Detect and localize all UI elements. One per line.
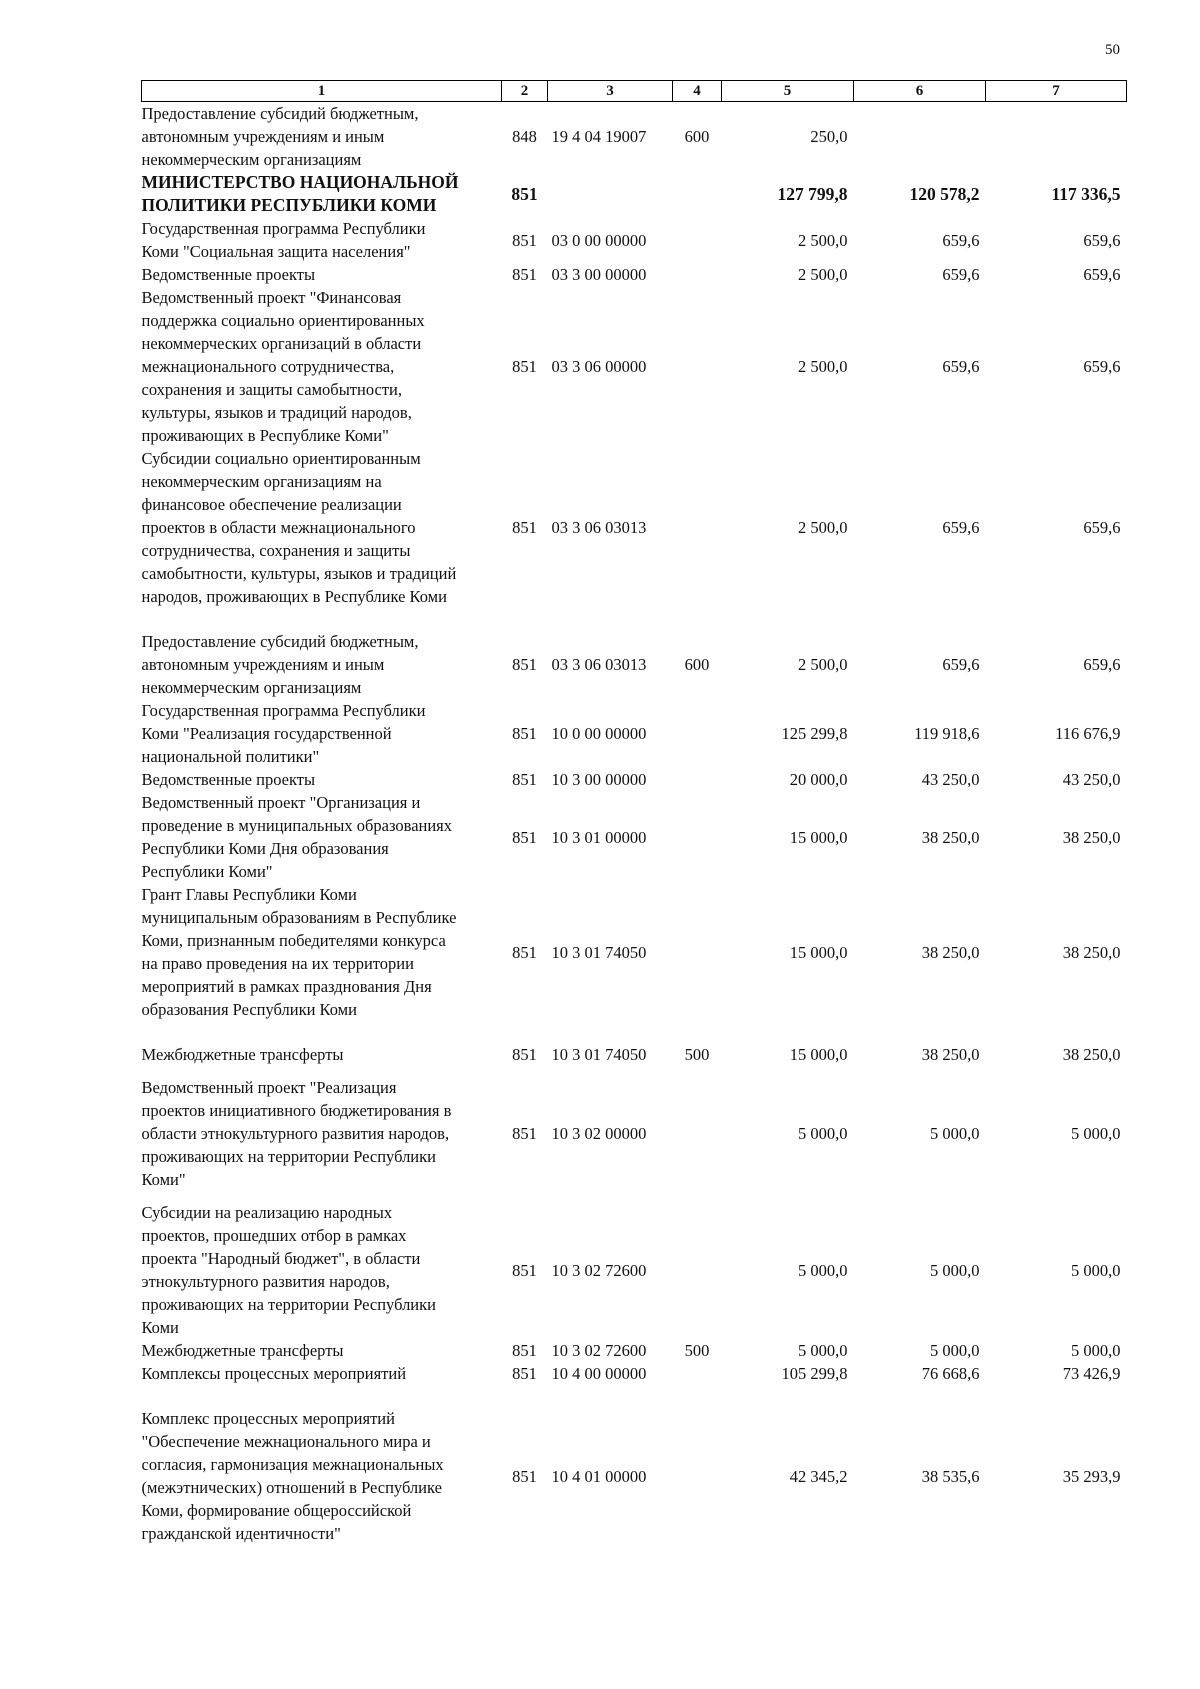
row-value-5: 20 000,0 [789, 770, 848, 789]
row-value-5: 125 299,8 [781, 724, 848, 743]
col-header: 3 [548, 81, 673, 102]
table-row [142, 447, 1127, 608]
row-ved: 851 [512, 942, 537, 962]
row-value-5: 5 000,0 [798, 1341, 848, 1360]
table-row [142, 791, 1127, 883]
row-csr: 10 3 01 74050 [551, 942, 647, 962]
row-name: Предоставление субсидий бюджетным, автономным учреждениям и иным некоммерческим организациям [141, 104, 419, 169]
row-name: Ведомственный проект "Организация и проведение в муниципальных образованиях Республики Коми Дня образования Республики Коми" [141, 793, 453, 881]
row-name: Ведомственный проект "Реализация проектов инициативного бюджетирования в области этнокультурного развития народов, проживающих на территории Республики Коми" [141, 1078, 452, 1189]
row-value-6: 76 668,6 [921, 1364, 980, 1383]
row-ved: 851 [512, 1364, 537, 1383]
row-csr: 10 3 01 00000 [551, 827, 647, 847]
table-row [142, 1021, 1127, 1066]
row-value-7: 117 336,5 [1051, 183, 1121, 204]
row-csr: 03 3 06 03013 [551, 518, 647, 537]
table-row [142, 286, 1127, 447]
row-value-5: 2 500,0 [798, 265, 848, 284]
row-value-6: 38 250,0 [921, 827, 980, 847]
row-value-5: 42 345,2 [789, 1466, 848, 1486]
row-value-7: 659,6 [1083, 655, 1121, 674]
row-value-7: 659,6 [1083, 230, 1121, 250]
row-value-6: 659,6 [942, 655, 980, 674]
row-value-5: 2 500,0 [798, 655, 848, 674]
table-row [142, 1191, 1127, 1339]
row-ved: 851 [512, 518, 537, 537]
row-value-5: 2 500,0 [798, 518, 848, 537]
row-value-7: 73 426,9 [1062, 1364, 1121, 1383]
col-header: 4 [673, 81, 722, 102]
row-value-5: 15 000,0 [789, 942, 848, 962]
row-ved: 851 [512, 1045, 537, 1064]
row-value-5: 105 299,8 [781, 1364, 848, 1383]
row-name: Предоставление субсидий бюджетным, автономным учреждениям и иным некоммерческим организациям [141, 632, 419, 697]
row-value-7: 35 293,9 [1062, 1466, 1121, 1486]
row-value-7: 38 250,0 [1062, 1045, 1121, 1064]
row-value-7: 5 000,0 [1071, 1260, 1121, 1280]
row-value-6: 38 250,0 [921, 1045, 980, 1064]
col-header: 7 [986, 81, 1127, 102]
row-value-6: 659,6 [942, 230, 980, 250]
row-name: Субсидии социально ориентированным некоммерческим организациям на финансовое обеспечение реализации проектов в области межнационального сотрудничества, сохранения и защиты самобытности, культуры, языков и традиций народов, проживающих в Республике Коми [141, 449, 457, 606]
row-value-6: 38 250,0 [921, 942, 980, 962]
row-vr: 500 [684, 1045, 710, 1064]
table-row [142, 608, 1127, 699]
row-vr [673, 286, 722, 447]
row-ved: 851 [512, 827, 537, 847]
row-ved: 851 [512, 1466, 537, 1486]
table-row [142, 883, 1127, 1021]
row-value-5: 5 000,0 [798, 1260, 848, 1280]
row-vr: 600 [684, 127, 710, 146]
row-value-5: 2 500,0 [798, 357, 848, 376]
row-csr: 03 3 06 03013 [551, 655, 647, 674]
row-value-7: 5 000,0 [1071, 1124, 1121, 1143]
table-row [142, 1066, 1127, 1191]
row-csr: 10 3 02 00000 [551, 1124, 647, 1143]
col-header: 2 [502, 81, 548, 102]
row-ved: 851 [512, 770, 537, 789]
row-vr [673, 699, 722, 768]
table-row [142, 102, 1127, 172]
row-vr: 500 [684, 1341, 710, 1360]
row-csr: 10 4 01 00000 [551, 1466, 647, 1486]
row-value-6: 43 250,0 [921, 770, 980, 789]
row-name: Субсидии на реализацию народных проектов, прошедших отбор в рамках проекта "Народный бюджет", в области этнокультурного развития народов, проживающих на территории Республики Коми [141, 1203, 436, 1337]
table-row [142, 263, 1127, 286]
row-value-7: 38 250,0 [1062, 827, 1121, 847]
row-csr: 10 3 02 72600 [551, 1260, 647, 1280]
row-vr [673, 1066, 722, 1191]
row-csr: 10 3 01 74050 [551, 1045, 647, 1064]
row-csr [548, 171, 673, 217]
row-ved: 851 [512, 724, 537, 743]
row-name: Ведомственные проекты [141, 265, 316, 284]
row-value-5: 15 000,0 [789, 827, 848, 847]
row-ved: 851 [512, 357, 537, 376]
row-value-5: 5 000,0 [798, 1124, 848, 1143]
row-value-7: 5 000,0 [1071, 1341, 1121, 1360]
row-csr: 10 3 02 72600 [551, 1341, 647, 1360]
row-ved: 851 [511, 183, 538, 204]
row-vr [673, 768, 722, 791]
row-csr: 10 3 00 00000 [551, 770, 647, 789]
row-vr [673, 171, 722, 217]
row-vr [673, 883, 722, 1021]
page-number: 50 [1105, 42, 1120, 58]
row-ved: 851 [512, 1124, 537, 1143]
table-row [142, 1339, 1127, 1362]
row-csr: 19 4 04 19007 [551, 127, 647, 146]
row-csr: 10 0 00 00000 [551, 724, 647, 743]
row-value-6: 659,6 [942, 518, 980, 537]
row-name: Ведомственные проекты [141, 770, 316, 789]
row-name: Межбюджетные трансферты [141, 1341, 344, 1360]
row-csr: 10 4 00 00000 [551, 1364, 647, 1383]
row-vr [673, 447, 722, 608]
row-value-7: 43 250,0 [1062, 770, 1121, 789]
row-value-7: 38 250,0 [1062, 942, 1121, 962]
row-name: Государственная программа Республики Коми "Реализация государственной национальной политики" [141, 701, 426, 766]
row-name: Грант Главы Республики Коми муниципальным образованиям в Республике Коми, признанным победителями конкурса на право проведения на их территории мероприятий в рамках празднования Дня образования Республики Коми [141, 885, 457, 1019]
row-value-5: 15 000,0 [789, 1045, 848, 1064]
row-value-5: 127 799,8 [777, 183, 848, 204]
row-vr [673, 217, 722, 263]
row-value-5: 250,0 [810, 127, 848, 146]
row-name: Комплексы процессных мероприятий [141, 1364, 407, 1383]
row-ved: 851 [512, 230, 537, 250]
row-value-6: 120 578,2 [909, 183, 980, 204]
row-ved: 848 [512, 127, 537, 146]
row-value-5: 2 500,0 [798, 230, 848, 250]
row-name: Комплекс процессных мероприятий "Обеспечение межнационального мира и согласия, гармонизация межнациональных (межэтнических) отношений в Республике Коми, формирование общероссийской гражданской идентичности" [141, 1409, 444, 1543]
row-vr [673, 1362, 722, 1385]
row-ved: 851 [512, 265, 537, 284]
row-name: МИНИСТЕРСТВО НАЦИОНАЛЬНОЙ ПОЛИТИКИ РЕСПУБЛИКИ КОМИ [141, 172, 459, 215]
budget-table [141, 80, 1127, 1545]
row-value-7 [986, 102, 1127, 172]
row-vr [673, 1385, 722, 1545]
row-csr: 03 3 06 00000 [551, 357, 647, 376]
table-row [142, 699, 1127, 768]
row-name: Государственная программа Республики Коми "Социальная защита населения" [141, 219, 426, 261]
row-value-6: 659,6 [942, 265, 980, 284]
row-value-6: 38 535,6 [921, 1466, 980, 1486]
row-vr [673, 1191, 722, 1339]
col-header: 5 [722, 81, 854, 102]
table-row [142, 768, 1127, 791]
row-vr [673, 263, 722, 286]
row-value-6: 5 000,0 [930, 1260, 980, 1280]
row-value-6: 5 000,0 [930, 1341, 980, 1360]
row-value-7: 659,6 [1083, 357, 1121, 376]
row-vr [673, 791, 722, 883]
col-header: 1 [142, 81, 502, 102]
row-value-7: 116 676,9 [1055, 724, 1121, 743]
row-csr: 03 0 00 00000 [551, 230, 647, 250]
row-value-7: 659,6 [1083, 518, 1121, 537]
row-value-6: 659,6 [942, 357, 980, 376]
table-row [142, 1362, 1127, 1385]
table-row [142, 1385, 1127, 1545]
row-name: Межбюджетные трансферты [141, 1045, 344, 1064]
table-row [142, 217, 1127, 263]
row-csr: 03 3 00 00000 [551, 265, 647, 284]
table-row-ministry [142, 171, 1127, 217]
column-number-header [142, 81, 1127, 102]
row-name: Ведомственный проект "Финансовая поддержка социально ориентированных некоммерческих организаций в области межнационального сотрудничества, сохранения и защиты самобытности, культуры, языков и традиций народов, проживающих в Республике Коми" [141, 288, 425, 445]
row-ved: 851 [512, 1260, 537, 1280]
col-header: 6 [854, 81, 986, 102]
row-value-6: 5 000,0 [930, 1124, 980, 1143]
row-vr: 600 [684, 655, 710, 674]
row-value-6: 119 918,6 [914, 724, 980, 743]
row-value-6 [854, 102, 986, 172]
row-ved: 851 [512, 1341, 537, 1360]
row-value-7: 659,6 [1083, 265, 1121, 284]
row-ved: 851 [512, 655, 537, 674]
